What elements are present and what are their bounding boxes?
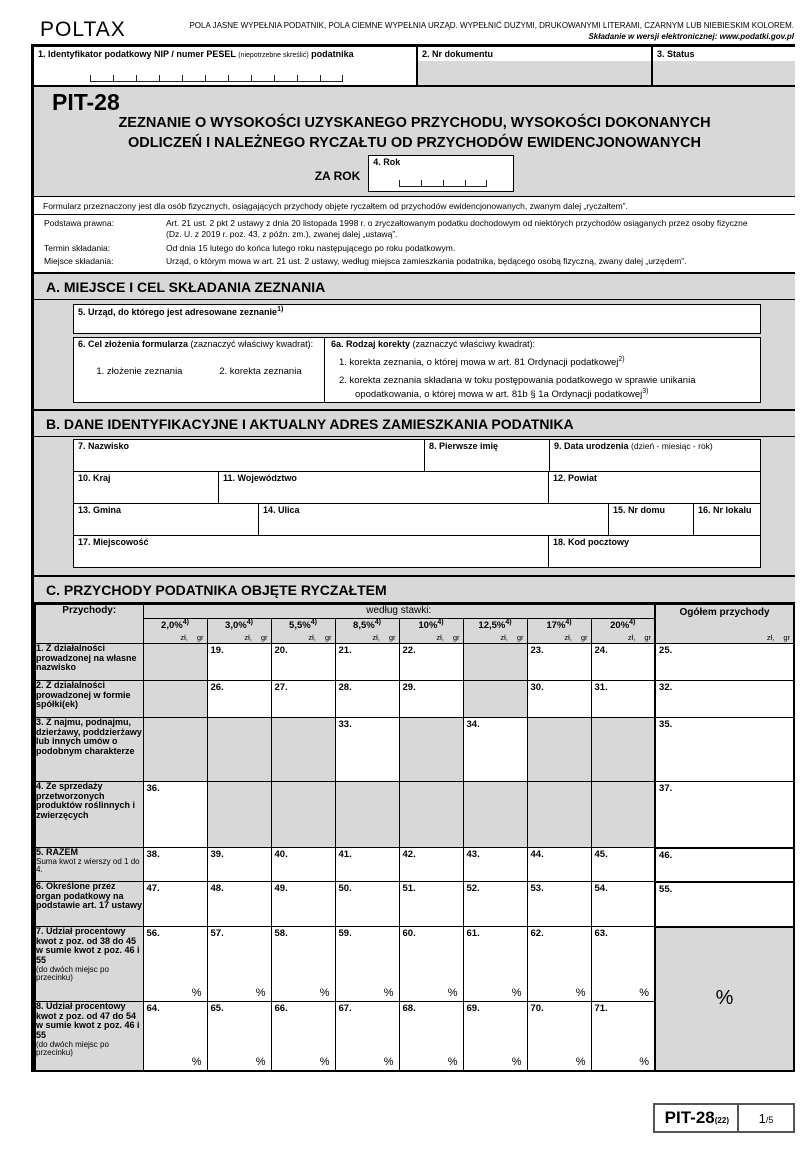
row-label-3: 3. Z najmu, podnajmu, dzierżawy, poddzierżawy lub innych umów o podobnym charakterze bbox=[35, 718, 143, 782]
field-18-label: 18. Kod pocztowy bbox=[553, 536, 630, 547]
legal-row bbox=[34, 242, 795, 255]
footer-page-total: /5 bbox=[765, 1115, 774, 1125]
field-6-cel-zlozenia bbox=[73, 337, 325, 403]
amount-field-70[interactable]: 70. % bbox=[527, 1002, 591, 1071]
blocked-cell bbox=[527, 718, 591, 782]
nip-pesel-label-suffix: podatnika bbox=[311, 49, 354, 59]
document-number-office-area bbox=[418, 61, 651, 85]
amount-field-45[interactable]: 45. bbox=[591, 848, 655, 882]
amount-field-33[interactable]: 33. bbox=[335, 718, 399, 782]
status-office-area bbox=[653, 61, 795, 85]
amount-field-59[interactable]: 59. % bbox=[335, 927, 399, 1002]
field-6a-hint: (zaznaczyć właściwy kwadrat): bbox=[412, 338, 536, 349]
footer-form-version: (22) bbox=[714, 1116, 729, 1125]
section-c-header: C. PRZYCHODY PODATNIKA OBJĘTE RYCZAŁTEM bbox=[34, 577, 795, 603]
blocked-cell bbox=[591, 782, 655, 848]
blocked-cell bbox=[463, 644, 527, 681]
document-number-label: 2. Nr dokumentu bbox=[418, 47, 651, 61]
form-title-line-2: ODLICZEŃ I NALEŻNEGO RYCZAŁTU OD PRZYCHODÓW EWIDENCJONOWANYCH bbox=[127, 134, 701, 151]
option-korekta-art-81b-line2: opodatkowania, o której mowa w art. 81b § 1a Ordynacji podatkowej bbox=[355, 389, 643, 401]
row-label-8: 8. Udział procentowy kwot z poz. od 47 do 54 w sumie kwot z poz. 46 i 55 (do dwóch miejsc po przecinku) bbox=[35, 1002, 143, 1071]
field-13-gmina[interactable] bbox=[73, 503, 259, 536]
amount-field-49[interactable]: 49. bbox=[271, 882, 335, 927]
status-field bbox=[653, 47, 795, 85]
amount-field-53[interactable]: 53. bbox=[527, 882, 591, 927]
amount-field-58[interactable]: 58. % bbox=[271, 927, 335, 1002]
amount-field-56[interactable]: 56. % bbox=[143, 927, 207, 1002]
section-a-header: A. MIEJSCE I CEL SKŁADANIA ZEZNANIA bbox=[34, 274, 795, 300]
amount-field-19[interactable]: 19. bbox=[207, 644, 271, 681]
amount-field-63[interactable]: 63. % bbox=[591, 927, 655, 1002]
amount-field-34[interactable]: 34. bbox=[463, 718, 527, 782]
blocked-cell bbox=[463, 782, 527, 848]
instruction-line-2: Składanie w wersji elektronicznej: www.podatki.gov.pl bbox=[588, 31, 794, 41]
nip-pesel-comb-input[interactable] bbox=[90, 75, 343, 82]
blocked-cell bbox=[271, 782, 335, 848]
amount-field-48[interactable]: 48. bbox=[207, 882, 271, 927]
amount-field-31[interactable]: 31. bbox=[591, 681, 655, 718]
field-18-kod-pocztowy[interactable] bbox=[548, 535, 761, 568]
table-header-rate-17%: 17%$^{4)}$ zł, gr bbox=[527, 619, 591, 644]
field-6a-rodzaj-korekty bbox=[324, 337, 761, 403]
amount-field-39[interactable]: 39. bbox=[207, 848, 271, 882]
table-header-rate-20%: 20%$^{4)}$ zł, gr bbox=[591, 619, 655, 644]
blocked-cell bbox=[207, 782, 271, 848]
option-zlozenie-zeznania[interactable]: 1. złożenie zeznania bbox=[96, 365, 183, 377]
amount-field-25[interactable]: 25. bbox=[655, 644, 794, 681]
amount-field-20[interactable]: 20. bbox=[271, 644, 335, 681]
amount-field-27[interactable]: 27. bbox=[271, 681, 335, 718]
nip-pesel-label-note: (niepotrzebne skreślić) bbox=[238, 52, 309, 59]
amount-field-32[interactable]: 32. bbox=[655, 681, 794, 718]
blocked-cell bbox=[527, 782, 591, 848]
blocked-cell bbox=[399, 718, 463, 782]
amount-field-28[interactable]: 28. bbox=[335, 681, 399, 718]
amount-field-44[interactable]: 44. bbox=[527, 848, 591, 882]
amount-field-66[interactable]: 66. % bbox=[271, 1002, 335, 1071]
field-10-kraj[interactable] bbox=[73, 471, 219, 504]
total-percent-cell: % bbox=[655, 927, 794, 1071]
year-field-label: 4. Rok bbox=[373, 157, 401, 168]
table-header-rate-3.0%: 3,0%$^{4)}$ zł, gr bbox=[207, 619, 271, 644]
table-header-rate-5.5%: 5,5%$^{4)}$ zł, gr bbox=[271, 619, 335, 644]
document-number-field bbox=[418, 47, 653, 85]
za-rok-label: ZA ROK bbox=[314, 169, 361, 184]
amount-field-43[interactable]: 43. bbox=[463, 848, 527, 882]
pit28-form bbox=[31, 44, 795, 1072]
field-10-label: 10. Kraj bbox=[78, 472, 111, 483]
amount-field-38[interactable]: 38. bbox=[143, 848, 207, 882]
footer-page-number bbox=[739, 1105, 793, 1131]
option-korekta-art-81-text: 1. korekta zeznania, o której mowa w art. 81 Ordynacji podatkowej bbox=[339, 357, 619, 369]
amount-field-40[interactable]: 40. bbox=[271, 848, 335, 882]
title-band bbox=[34, 87, 795, 197]
option-korekta-zeznania[interactable]: 2. korekta zeznania bbox=[219, 365, 302, 377]
field-11-label: 11. Województwo bbox=[223, 472, 297, 483]
footer-form-code-text: PIT-28 bbox=[664, 1108, 715, 1127]
nip-pesel-label: 1. Identyfikator podatkowy NIP / numer PESEL bbox=[38, 49, 236, 59]
identification-row bbox=[34, 47, 795, 87]
legal-text: Art. 21 ust. 2 pkt 2 ustawy z dnia 20 listopada 1998 r. o zryczałtowanym podatku dochodowym od niektórych przychodów osiąganych przez osoby fizyczne (Dz. U. z 2019 r. poz. 43, z późn. zm.), zwanej dalej „ustawą”. bbox=[166, 218, 748, 240]
table-header-przychody: Przychody: bbox=[35, 604, 143, 644]
table-header-rate-2.0%: 2,0%$^{4)}$ zł, gr bbox=[143, 619, 207, 644]
legal-label: Podstawa prawna: bbox=[44, 218, 114, 228]
blocked-cell bbox=[143, 681, 207, 718]
legal-row bbox=[34, 255, 795, 268]
amount-field-71[interactable]: 71. % bbox=[591, 1002, 655, 1071]
row-label-2: 2. Z działalności prowadzonej w formie spółki(ek) bbox=[35, 681, 143, 718]
legal-label: Miejsce składania: bbox=[44, 256, 114, 267]
field-8-label: 8. Pierwsze imię bbox=[429, 440, 499, 451]
blocked-cell bbox=[591, 718, 655, 782]
field-12-powiat[interactable] bbox=[548, 471, 761, 504]
field-7-label: 7. Nazwisko bbox=[78, 440, 130, 451]
amount-field-57[interactable]: 57. % bbox=[207, 927, 271, 1002]
amount-field-22[interactable]: 22. bbox=[399, 644, 463, 681]
amount-field-24[interactable]: 24. bbox=[591, 644, 655, 681]
table-header-rate-8.5%: 8,5%$^{4)}$ zł, gr bbox=[335, 619, 399, 644]
amount-field-62[interactable]: 62. % bbox=[527, 927, 591, 1002]
amount-field-23[interactable]: 23. bbox=[527, 644, 591, 681]
field-16-label: 16. Nr lokalu bbox=[698, 504, 752, 515]
blocked-cell bbox=[399, 782, 463, 848]
amount-field-61[interactable]: 61. % bbox=[463, 927, 527, 1002]
field-6-label: 6. Cel złożenia formularza bbox=[78, 338, 189, 349]
footer-page-current: 1 bbox=[758, 1111, 766, 1126]
year-field[interactable] bbox=[368, 155, 514, 192]
filling-instructions bbox=[189, 20, 794, 42]
field-5-urzad[interactable] bbox=[73, 304, 761, 334]
amount-field-46[interactable]: 46. bbox=[655, 848, 794, 882]
option-korekta-art-81b-line1: 2. korekta zeznania składana w toku postępowania podatkowego w sprawie unikania bbox=[339, 375, 696, 387]
amount-field-36[interactable]: 36. bbox=[143, 782, 207, 848]
form-code: PIT-28 bbox=[52, 89, 120, 115]
page-footer-box bbox=[653, 1103, 795, 1133]
section-a-content bbox=[34, 300, 795, 411]
nip-pesel-field[interactable] bbox=[34, 47, 418, 85]
field-6a-label: 6a. Rodzaj korekty bbox=[331, 338, 411, 349]
blocked-cell bbox=[335, 782, 399, 848]
amount-field-55[interactable]: 55. bbox=[655, 882, 794, 927]
income-table-host bbox=[34, 603, 795, 1072]
amount-field-65[interactable]: 65. % bbox=[207, 1002, 271, 1071]
form-title-line-1: ZEZNANIE O WYSOKOŚCI UZYSKANEGO PRZYCHODU, WYSOKOŚCI DOKONANYCH bbox=[118, 115, 711, 131]
instruction-line-1: POLA JASNE WYPEŁNIA PODATNIK, POLA CIEMNE WYPEŁNIA URZĄD. WYPEŁNIĆ DUŻYMI, DRUKOWANYMI LITERAMI, CZARNYM LUB NIEBIESKIM KOLOREM. bbox=[189, 20, 794, 30]
field-17-miejscowosc[interactable] bbox=[73, 535, 549, 568]
field-9-data-urodzenia[interactable] bbox=[549, 439, 761, 472]
field-16-nr-lokalu[interactable] bbox=[693, 503, 761, 536]
amount-field-29[interactable]: 29. bbox=[399, 681, 463, 718]
amount-field-54[interactable]: 54. bbox=[591, 882, 655, 927]
amount-field-41[interactable]: 41. bbox=[335, 848, 399, 882]
footnote-3: 3) bbox=[642, 388, 649, 396]
status-label: 3. Status bbox=[653, 47, 795, 61]
poltax-logo: POLTAX bbox=[40, 18, 126, 41]
amount-field-51[interactable]: 51. bbox=[399, 882, 463, 927]
blocked-cell bbox=[143, 718, 207, 782]
section-b-content bbox=[34, 437, 795, 577]
legal-text: Od dnia 15 lutego do końca lutego roku następującego po roku podatkowym. bbox=[166, 242, 456, 253]
option-korekta-art-81b[interactable] bbox=[339, 375, 754, 400]
amount-field-52[interactable]: 52. bbox=[463, 882, 527, 927]
form-purpose-note: Formularz przeznaczony jest dla osób fizycznych, osiągających przychody objęte ryczałtem od przychodów ewidencjonowanych, zwanym dalej „ryczałtem”. bbox=[34, 197, 795, 215]
table-header-rate-10%: 10%$^{4)}$ zł, gr bbox=[399, 619, 463, 644]
row-label-1: 1. Z działalności prowadzonej na własne nazwisko bbox=[35, 644, 143, 681]
amount-field-47[interactable]: 47. bbox=[143, 882, 207, 927]
amount-field-68[interactable]: 68. % bbox=[399, 1002, 463, 1071]
legal-basis-block bbox=[34, 215, 795, 274]
income-table bbox=[34, 603, 795, 1072]
year-comb-input[interactable] bbox=[399, 180, 487, 187]
field-17-label: 17. Miejscowość bbox=[78, 536, 149, 547]
blocked-cell bbox=[143, 644, 207, 681]
amount-field-26[interactable]: 26. bbox=[207, 681, 271, 718]
option-korekta-art-81[interactable] bbox=[339, 356, 754, 368]
field-9-label: 9. Data urodzenia bbox=[554, 440, 629, 451]
field-5-label: 5. Urząd, do którego jest adresowane zeznanie bbox=[78, 306, 278, 317]
table-header-rate-12.5%: 12,5%$^{4)}$ zł, gr bbox=[463, 619, 527, 644]
field-12-label: 12. Powiat bbox=[553, 472, 598, 483]
field-8-pierwsze-imie[interactable] bbox=[424, 439, 550, 472]
blocked-cell bbox=[463, 681, 527, 718]
field-9-hint: (dzień - miesiąc - rok) bbox=[631, 440, 713, 451]
amount-field-67[interactable]: 67. % bbox=[335, 1002, 399, 1071]
amount-field-60[interactable]: 60. % bbox=[399, 927, 463, 1002]
amount-field-42[interactable]: 42. bbox=[399, 848, 463, 882]
field-13-label: 13. Gmina bbox=[78, 504, 122, 515]
row-label-7: 7. Udział procentowy kwot z poz. od 38 do 45 w sumie kwot z poz. 46 i 55 (do dwóch miejsc po przecinku) bbox=[35, 927, 143, 1002]
field-7-nazwisko[interactable] bbox=[73, 439, 425, 472]
amount-field-35[interactable]: 35. bbox=[655, 718, 794, 782]
amount-field-69[interactable]: 69. % bbox=[463, 1002, 527, 1071]
footnote-2: 2) bbox=[618, 355, 625, 363]
row-label-5: 5. RAZEM Suma kwot z wierszy od 1 do 4. bbox=[35, 848, 143, 882]
amount-field-50[interactable]: 50. bbox=[335, 882, 399, 927]
table-header-wedlug-stawki: według stawki: bbox=[143, 604, 655, 619]
footer-form-code bbox=[655, 1105, 739, 1131]
row-label-6: 6. Określone przez organ podatkowy na podstawie art. 17 ustawy bbox=[35, 882, 143, 927]
field-15-label: 15. Nr domu bbox=[613, 504, 666, 515]
legal-row bbox=[34, 217, 795, 242]
amount-field-30[interactable]: 30. bbox=[527, 681, 591, 718]
amount-field-64[interactable]: 64. % bbox=[143, 1002, 207, 1071]
legal-text: Urząd, o którym mowa w art. 21 ust. 2 ustawy, według miejsca zamieszkania podatnika, będącego osobą fizyczną, zwany dalej „urzędem”. bbox=[166, 256, 687, 267]
field-11-wojewodztwo[interactable] bbox=[218, 471, 549, 504]
table-header-ogolem: Ogółem przychody zł, gr bbox=[655, 604, 794, 644]
field-6-hint: (zaznaczyć właściwy kwadrat): bbox=[190, 338, 314, 349]
amount-field-21[interactable]: 21. bbox=[335, 644, 399, 681]
field-14-ulica[interactable] bbox=[258, 503, 609, 536]
field-14-label: 14. Ulica bbox=[263, 504, 300, 515]
blocked-cell bbox=[207, 718, 271, 782]
amount-field-37[interactable]: 37. bbox=[655, 782, 794, 848]
top-header bbox=[40, 18, 794, 42]
footnote-1: 1) bbox=[277, 305, 284, 313]
section-b-header: B. DANE IDENTYFIKACYJNE I AKTUALNY ADRES ZAMIESZKANIA PODATNIKA bbox=[34, 411, 795, 437]
legal-label: Termin składania: bbox=[44, 242, 111, 253]
blocked-cell bbox=[271, 718, 335, 782]
row-label-4: 4. Ze sprzedaży przetworzonych produktów roślinnych i zwierzęcych bbox=[35, 782, 143, 848]
field-15-nr-domu[interactable] bbox=[608, 503, 694, 536]
